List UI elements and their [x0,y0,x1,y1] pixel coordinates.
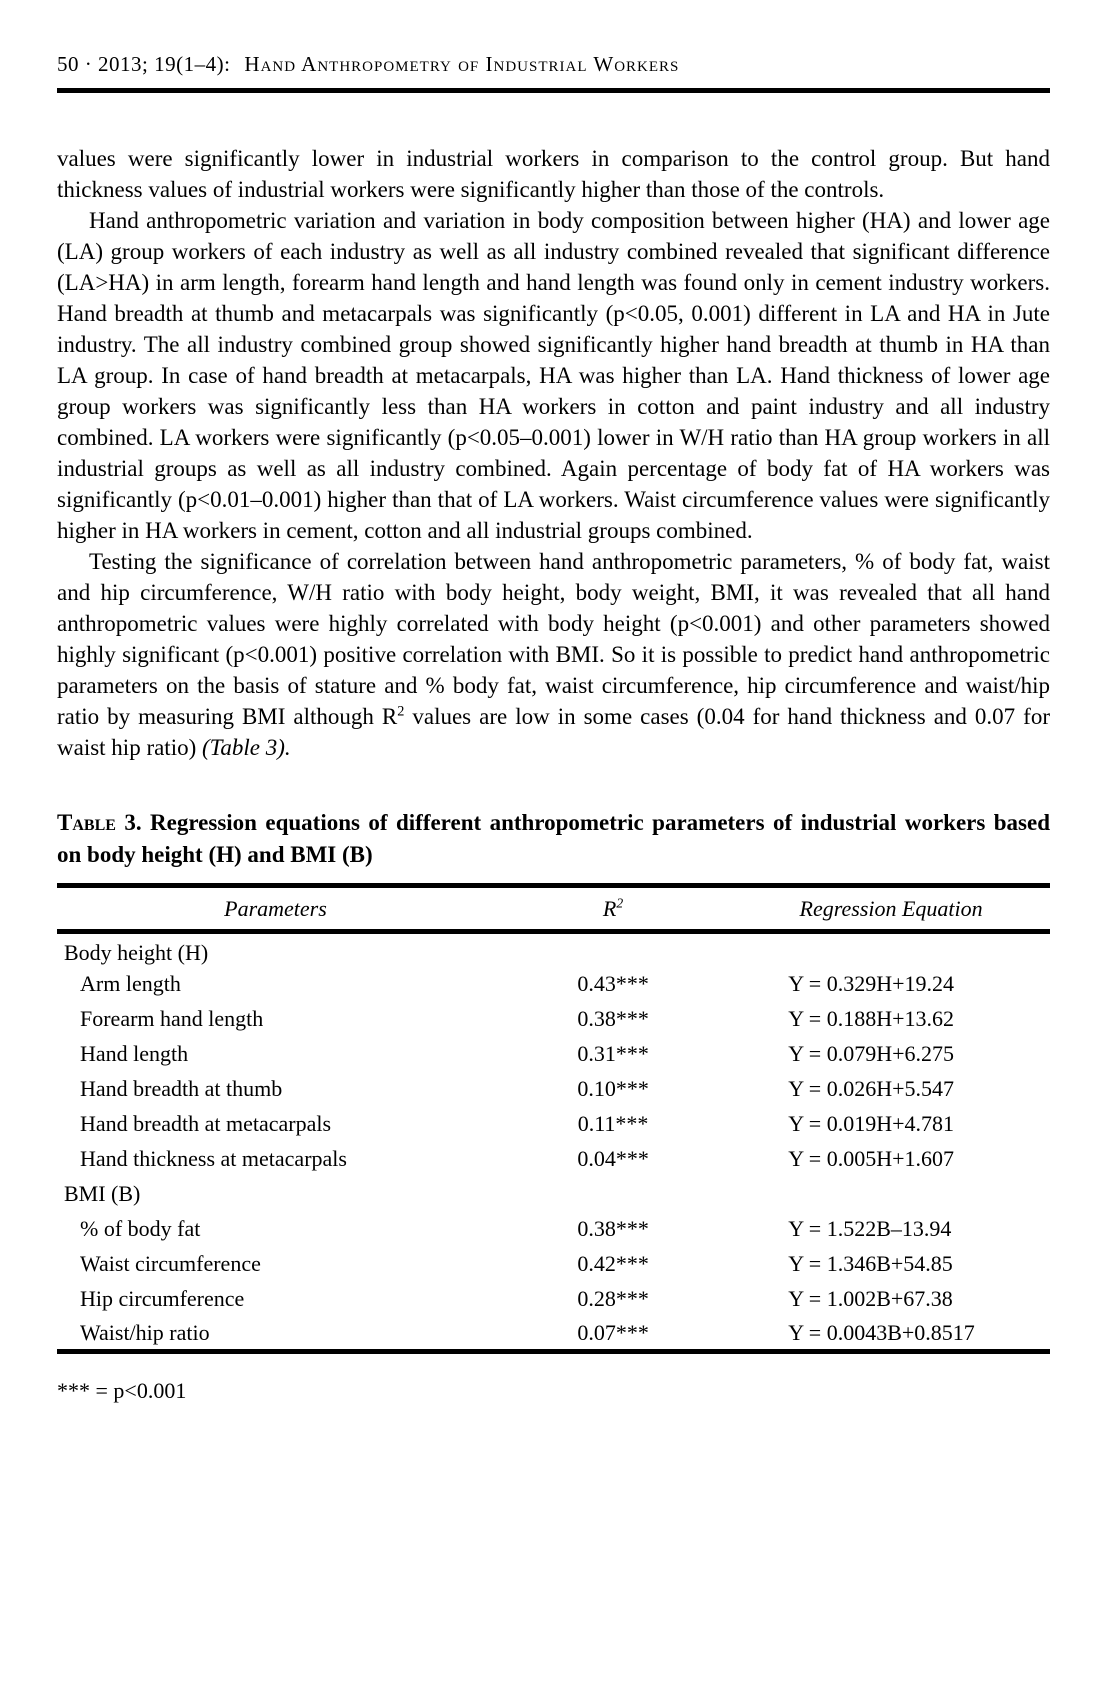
article-body [57,143,1050,1404]
group-label: BMI (B) [64,1181,141,1206]
parameter-cell: Hip circumference [80,1286,245,1311]
table-row [57,1002,1050,1037]
table-row [57,1072,1050,1107]
table-reference: (Table 3). [202,735,291,760]
equation-cell: Y = 0.005H+1.607 [788,1146,954,1171]
regression-table [57,883,1050,1354]
equation-cell: Y = 0.019H+4.781 [788,1111,954,1136]
paragraph-3-text: Testing the significance of correlation between hand anthropometric parameters, % of body fat, waist and hip circumference, W/H ratio with body height, body weight, BMI, it was revealed that all hand anthropometric values were highly correlated with body height (p<0.001) and other parameters showed highly significant (p<0.001) positive correlation with BMI. So it is possible to predict hand anthropometric parameters on the basis of stature and % body fat, waist circumference, hip circumference and waist/hip ratio by measuring BMI although R [57,549,1050,729]
r2-cell: 0.38*** [577,1216,649,1241]
header-article-title: Hand Anthropometry of Industrial Workers [244,52,680,76]
r2-header-superscript: 2 [616,895,624,911]
regression-table-body [57,932,1050,1352]
parameter-cell: Forearm hand length [80,1006,264,1031]
table-caption-label: Table [57,810,116,835]
r-squared-superscript: 2 [397,703,405,720]
header-row [57,886,1050,932]
parameter-cell: Hand length [80,1041,189,1066]
r2-cell: 0.31*** [577,1041,649,1066]
table-group-row [57,932,1050,967]
parameter-cell: % of body fat [80,1216,201,1241]
running-header [57,52,1050,77]
table-row [57,1247,1050,1282]
parameter-cell: Hand breadth at metacarpals [80,1111,332,1136]
header-rule [57,88,1050,93]
parameter-cell: Hand breadth at thumb [80,1076,283,1101]
paragraph-2: Hand anthropometric variation and variation in body composition between higher (HA) and lower age (LA) group workers of each industry as well as all industry combined revealed that significant difference (LA>HA) in arm length, forearm hand length and hand length was found only in cement industry workers. Hand breadth at thumb and metacarpals was significantly (p<0.05, 0.001) different in LA and HA in Jute industry. The all industry combined group showed significantly higher hand breadth at thumb in HA than LA group. In case of hand breadth at metacarpals, HA was higher than LA. Hand thickness of lower age group workers was significantly less than HA workers in cotton and paint industry and all industry combined. LA workers were significantly (p<0.05–0.001) lower in W/H ratio than HA group workers in all industrial groups as well as all industry combined. Again percentage of body fat of HA workers was significantly (p<0.01–0.001) higher than that of LA workers. Waist circumference values were significantly higher in HA workers in cement, cotton and all industrial groups combined. [57,208,1050,543]
r2-cell: 0.04*** [577,1146,649,1171]
paragraph-1: values were significantly lower in industrial workers in comparison to the control group. But hand thickness values of industrial workers were significantly higher than those of the controls. [57,146,1050,202]
table-caption-number: 3. [124,810,142,835]
r2-cell: 0.38*** [577,1006,649,1031]
equation-cell: Y = 0.0043B+0.8517 [788,1319,975,1345]
regression-table-header [57,886,1050,932]
paragraph-3-continuation: values are low in some cases (0.04 for hand thickness and 0.07 for waist hip ratio) [57,704,1050,760]
header-citation: 50 · 2013; 19(1–4): [57,52,231,76]
table-group-row [57,1177,1050,1212]
r2-cell: 0.11*** [577,1111,649,1136]
r2-cell: 0.42*** [577,1251,649,1276]
parameter-cell: Waist circumference [80,1251,261,1276]
parameter-cell: Waist/hip ratio [80,1319,210,1345]
table-row [57,1037,1050,1072]
equation-cell: Y = 0.188H+13.62 [788,1006,954,1031]
r2-cell: 0.07*** [577,1319,649,1345]
table-row [57,1317,1050,1352]
equation-cell: Y = 0.079H+6.275 [788,1041,954,1066]
table-row [57,967,1050,1002]
column-header-r2: $R^2$ [494,886,732,932]
r2-cell: 0.28*** [577,1286,649,1311]
equation-cell: Y = 1.002B+67.38 [788,1286,953,1311]
equation-cell: Y = 1.522B–13.94 [788,1216,952,1241]
column-header-regression-equation: Regression Equation [732,886,1050,932]
table-footnote: *** = p<0.001 [57,1378,187,1403]
column-header-parameters: Parameters [57,886,494,932]
table-row [57,1142,1050,1177]
r2-cell: 0.43*** [577,971,649,996]
table-row [57,1212,1050,1247]
table-caption [57,807,1050,871]
table-row [57,1282,1050,1317]
table-caption-text: Regression equations of different anthropometric parameters of industrial workers based on body height (H) and BMI (B) [57,810,1051,867]
equation-cell: Y = 1.346B+54.85 [788,1251,953,1276]
r2-cell: 0.10*** [577,1076,649,1101]
group-label: Body height (H) [64,940,209,966]
table-row [57,1107,1050,1142]
equation-cell: Y = 0.026H+5.547 [788,1076,954,1101]
parameter-cell: Arm length [80,971,181,996]
parameter-cell: Hand thickness at metacarpals [80,1146,347,1171]
equation-cell: Y = 0.329H+19.24 [788,971,954,996]
paragraph-3 [57,546,1050,763]
